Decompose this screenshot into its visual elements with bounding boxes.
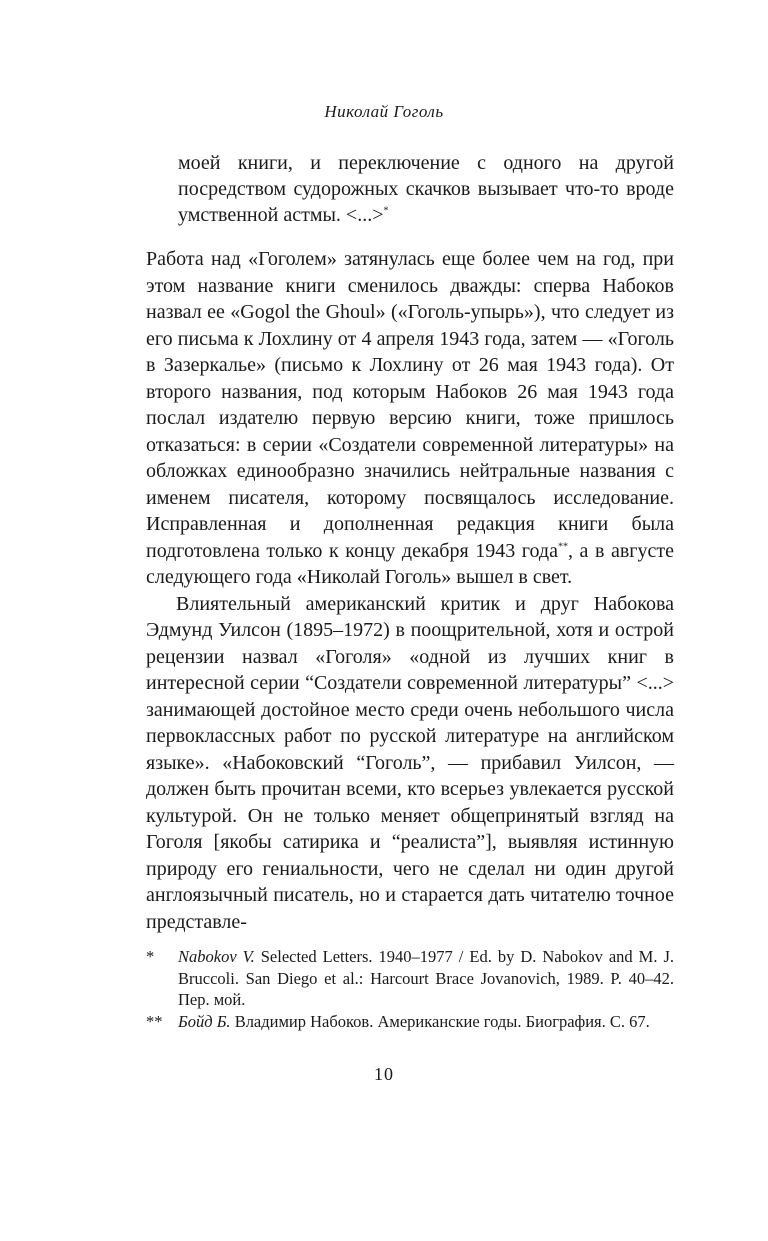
footnote-2-mark: ** (146, 1011, 163, 1031)
footnote-ref-1: * (383, 205, 389, 217)
paragraph-1 (146, 246, 674, 591)
footnote-1-author: Nabokov V. (178, 947, 255, 966)
footnote-2-body: Владимир Набоков. Американские годы. Биография. С. 67. (230, 1011, 650, 1031)
footnote-1-text (178, 946, 674, 1011)
paragraph-1-text-b: , а в августе следующего года «Николай Гоголь» вышел в свет. (146, 539, 674, 588)
quote-paragraph (178, 150, 674, 228)
footnote-2 (146, 1011, 674, 1033)
footnote-ref-2: ** (557, 540, 568, 552)
page-number: 10 (374, 1064, 394, 1084)
footnotes (146, 946, 674, 1032)
footnote-2-text (178, 1011, 674, 1033)
footnote-1-mark: * (146, 947, 155, 966)
footnote-2-author: Бойд Б. (178, 1011, 231, 1031)
running-header: Николай Гоголь (324, 102, 444, 121)
quote-text: моей книги, и переключение с одного на другой посредством судорожных скачков вызывает что-то вроде умственной астмы. <...> (178, 152, 674, 226)
footnote-1 (146, 946, 674, 1011)
block-quote (178, 150, 674, 228)
main-text (146, 246, 674, 935)
footnote-1-body: Selected Letters. 1940–1977 / Ed. by D. Nabokov and M. J. Bruccoli. San Diego et al.: Harcourt Brace Jovanovich, 1989. P. 40–42. Пер. мой. (178, 947, 674, 1009)
paragraph-1-text-a: Работа над «Гоголем» затянулась еще более чем на год, при этом название книги сменилось дважды: сперва Набоков назвал ее «Gogol the Ghoul» («Гоголь-упырь»), что следует из его письма к Лохлину от 4 апреля 1943 года, затем — «Гоголь в Зазеркалье» (письмо к Лохлину от 26 мая 1943 года). От второго названия, под которым Набоков 26 мая 1943 года послал издателю первую версию книги, тоже пришлось отказаться: в серии «Создатели современной литературы» на обложках единообразно значились нейтральные названия с именем писателя, которому посвящалось исследование. Исправленная и дополненная редакция книги была подготовлена только к концу декабря 1943 года (146, 248, 674, 562)
paragraph-2: Влиятельный американский критик и друг Набокова Эдмунд Уилсон (1895–1972) в поощрительной, хотя и острой рецензии назвал «Гоголя» «одной из лучших книг в интересной серии “Создатели современной литературы” <...> занимающей достойное место среди очень небольшого числа первоклассных работ по русской литературе на английском языке». «Набоковский “Гоголь”, — прибавил Уилсон, — должен быть прочитан всеми, кто всерьез увлекается русской культурой. Он не только меняет общепринятый взгляд на Гоголя [якобы сатирика и “реалиста”], выявляя истинную природу его гениальности, чего не сделал ни один другой англоязычный писатель, но и старается дать читателю точное представле- (146, 592, 674, 933)
